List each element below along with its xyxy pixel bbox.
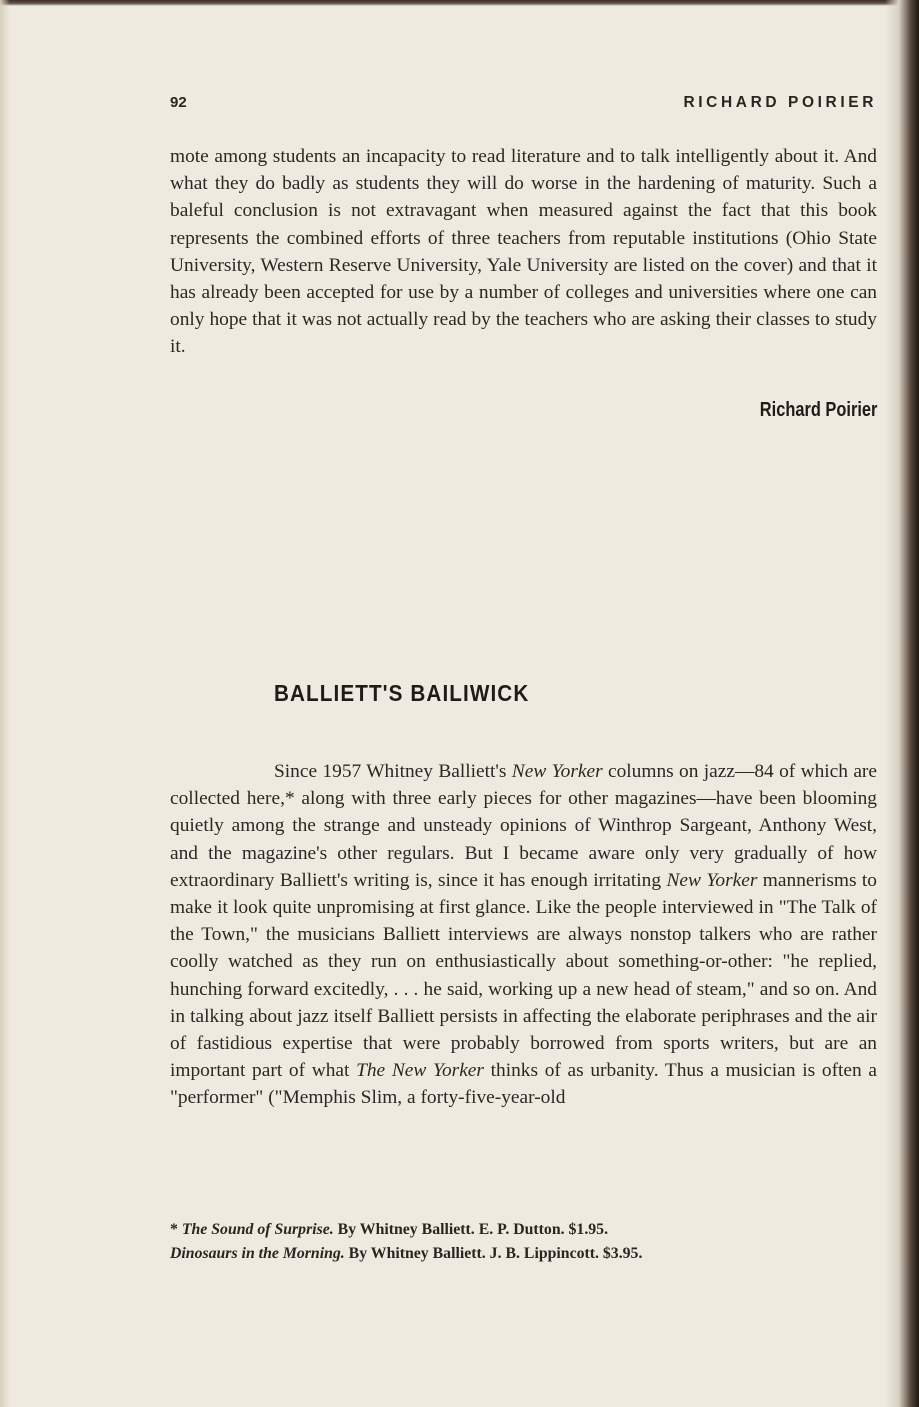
text-run: Since 1957 Whitney Balliett's (274, 761, 512, 782)
text-run: * (170, 1221, 182, 1238)
running-title: RICHARD POIRIER (683, 94, 877, 111)
page-edge-right (885, 0, 919, 1407)
page-number: 92 (170, 94, 187, 111)
review-paragraph-2 (170, 758, 877, 1112)
page-gutter-left (0, 0, 10, 1407)
italic-run: The New Yorker (356, 1060, 484, 1082)
section-heading: BALLIETT'S BAILIWICK (274, 680, 530, 706)
text-run: columns on jazz—84 of which are collected here,* along with three early pieces for other magazines—have been blooming quietly among the strange and unsteady opinions of Winthrop Sargeant, Anthony West, and the magazine's other regulars. But I became aware only very gradually of how extraordinary Balliett's writing is, since it has enough irritating (170, 761, 878, 891)
running-head (170, 94, 877, 118)
footnote-line-2 (170, 1242, 877, 1266)
text-run: mote among students an incapacity to read literature and to talk intelligently about it. And what they do badly as students they will do worse in the hardening of maturity. Such a baleful conclusion is not extravagant when measured against the fact that this book represents the combined efforts of three teachers from reputable institutions (Ohio State University, Western Reserve University, Yale University are listed on the cover) and that it has already been accepted for use by a number of colleges and universities where one can only hope that it was not actually read by the teachers who are asking their classes to study it. (170, 146, 877, 358)
text-run: thinks of as urbanity. Thus a musician is often a "performer" ("Memphis Slim, a forty-five-year-old (170, 1060, 877, 1109)
page-top-shadow (0, 0, 919, 6)
footnote (170, 1218, 877, 1265)
review-paragraph-1 (170, 143, 877, 361)
italic-run: The Sound of Surprise. (181, 1221, 334, 1238)
italic-run: Dinosaurs in the Morning. (170, 1244, 345, 1262)
review-signature: Richard Poirier (759, 399, 877, 421)
italic-run: New Yorker (511, 761, 603, 782)
text-run: By Whitney Balliett. E. P. Dutton. $1.95. (333, 1221, 609, 1238)
text-run: mannerisms to make it look quite unpromising at first glance. Like the people interviewed in "The Talk of the Town," the musicians Balliett interviews are always nonstop talkers who are rather coolly watched as they run on enthusiastically about something-or-other: "he replied, hunching forward excitedly, . . . he said, working up a new head of steam," and so on. And in talking about jazz itself Balliett persists in affecting the elaborate periphrases and the air of fastidious expertise that were probably borrowed from sports writers, but are an important part of what (170, 869, 878, 1082)
italic-run: New Yorker (666, 869, 758, 891)
footnote-line-1 (170, 1218, 877, 1242)
text-run: By Whitney Balliett. J. B. Lippincott. $3.95. (344, 1244, 643, 1262)
